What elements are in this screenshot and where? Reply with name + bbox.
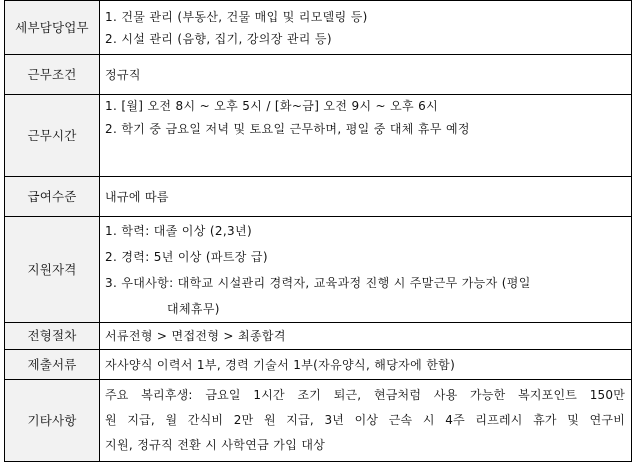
working-hours-line-2: 2. 학기 중 금요일 저녁 및 토요일 근무하며, 평일 중 대체 휴무 예정 [105,122,470,136]
documents-label: 제출서류 [5,350,100,380]
row-salary [5,177,632,217]
working-hours-value [100,95,632,177]
row-qualifications [5,217,632,323]
duties-line-1: 1. 건물 관리 (부동산, 건물 매입 및 리모델링 등) [105,9,368,24]
salary-line-1: 내규에 따름 [105,189,169,204]
other-label: 기타사항 [5,380,100,462]
duties-line-2: 2. 시설 관리 (음향, 집기, 강의장 관리 등) [105,31,332,46]
qualifications-line-4: 대체휴무) [167,301,220,316]
working-hours-label: 근무시간 [5,95,100,177]
row-employment-type [5,55,632,95]
selection-process-label: 전형절차 [5,323,100,350]
qualifications-line-2: 2. 경력: 5년 이상 (파트장 급) [105,249,268,264]
row-other [5,380,632,462]
duties-label: 세부담당업무 [5,1,100,55]
employment-type-value [100,55,632,95]
selection-process-value [100,323,632,350]
other-line-2: 원 지급, 월 간식비 2만 원 지급, 3년 이상 근속 시 4주 리프레시 휴가 및 연구비 [105,413,625,427]
employment-type-line-1: 정규직 [105,67,141,82]
salary-value [100,177,632,217]
salary-label: 급여수준 [5,177,100,217]
row-documents [5,350,632,380]
qualifications-line-3: 3. 우대사항: 대학교 시설관리 경력자, 교육과정 진행 시 주말근무 가능자 (평일 [105,275,531,290]
other-value [100,380,632,462]
documents-value [100,350,632,380]
qualifications-line-1: 1. 학력: 대졸 이상 (2,3년) [105,223,252,238]
qualifications-label: 지원자격 [5,217,100,323]
employment-type-label: 근무조건 [5,55,100,95]
documents-line-1: 자사양식 이력서 1부, 경력 기술서 1부(자유양식, 해당자에 한함) [105,357,456,372]
selection-process-line-1: 서류전형 > 면접전형 > 최종합격 [105,329,286,343]
row-working-hours [5,95,632,177]
duties-value [100,1,632,55]
row-duties [5,1,632,55]
row-selection-process [5,323,632,350]
working-hours-line-1: 1. [월] 오전 8시 ~ 오후 5시 / [화~금] 오전 9시 ~ 오후 6시 [105,99,439,113]
qualifications-value [100,217,632,323]
other-line-3: 지원, 정규직 전환 시 사학연금 가입 대상 [105,438,326,452]
job-posting-table [4,0,632,462]
other-line-1: 주요 복리후생: 금요일 1시간 조기 퇴근, 현금처럼 사용 가능한 복지포인트 150만 [105,388,625,402]
